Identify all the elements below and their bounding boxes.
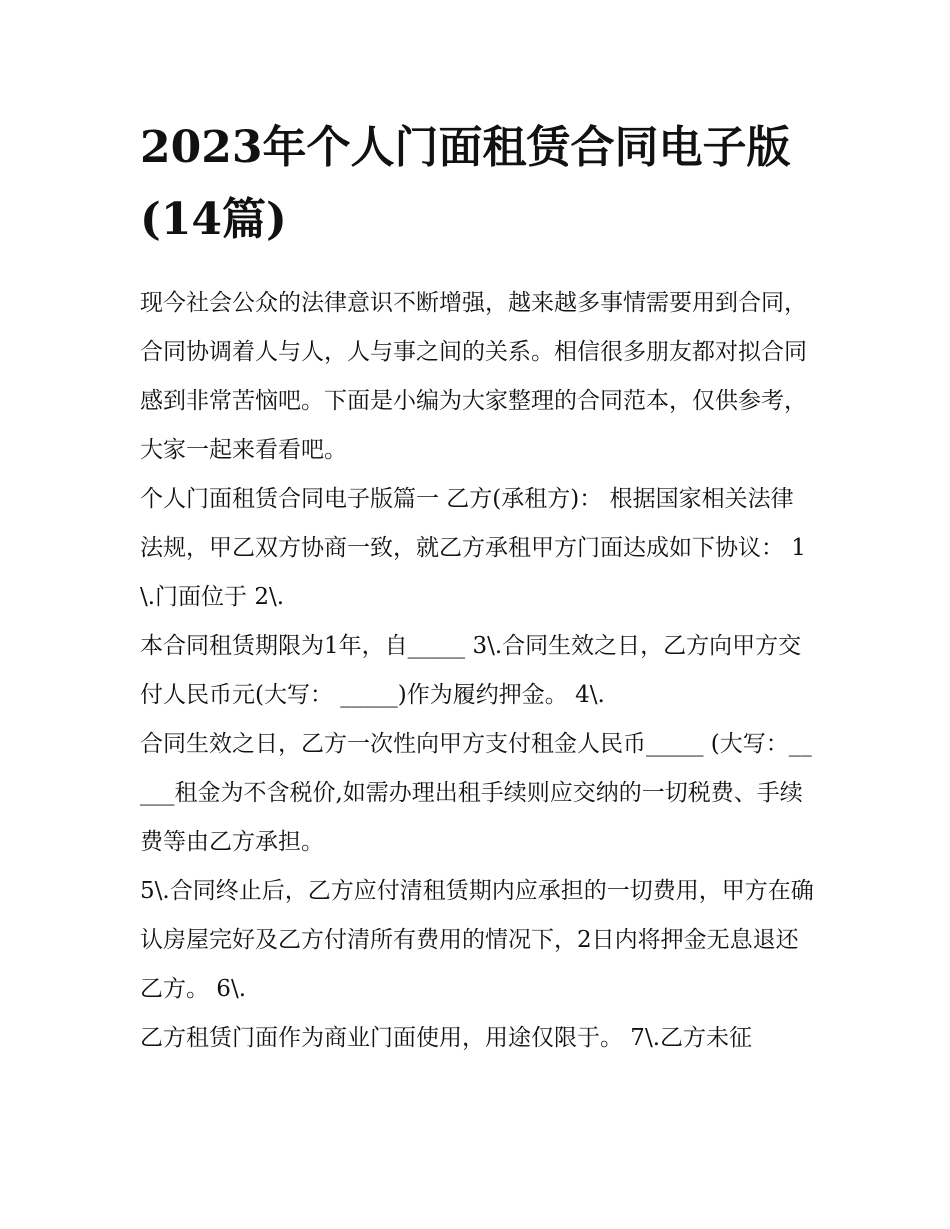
paragraph-article-1: 个人门面租赁合同电子版篇一 乙方(承租方)： 根据国家相关法律法规，甲乙双方协商一致，就乙方承租甲方门面达成如下协议： 1\.门面位于 2\. (140, 486, 806, 610)
document-body (140, 279, 816, 1063)
paragraph-intro: 现今社会公众的法律意识不断增强，越来越多事情需要用到合同，合同协调着人与人，人与事之间的关系。相信很多朋友都对拟合同感到非常苦恼吧。下面是小编为大家整理的合同范本，仅供参考，大家一起来看看吧。 (140, 290, 807, 463)
document-title: 2023年个人门面租赁合同电子版(14篇) (140, 122, 791, 245)
paragraph-article-4: 5\.合同终止后，乙方应付清租赁期内应承担的一切费用，甲方在确认房屋完好及乙方付清所有费用的情况下，2日内将押金无息退还乙方。 6\. (140, 878, 814, 1002)
paragraph-article-3: 合同生效之日，乙方一次性向甲方支付租金人民币_____ (大写：_____租金为不含税价,如需办理出租手续则应交纳的一切税费、手续费等由乙方承担。 (140, 731, 812, 855)
paragraph-article-2: 本合同租赁期限为1年，自_____ 3\.合同生效之日，乙方向甲方交付人民币元(大写： _____)作为履约押金。 4\. (140, 633, 802, 708)
paragraph-article-5: 乙方租赁门面作为商业门面使用，用途仅限于。 7\.乙方未征 (140, 1025, 753, 1051)
